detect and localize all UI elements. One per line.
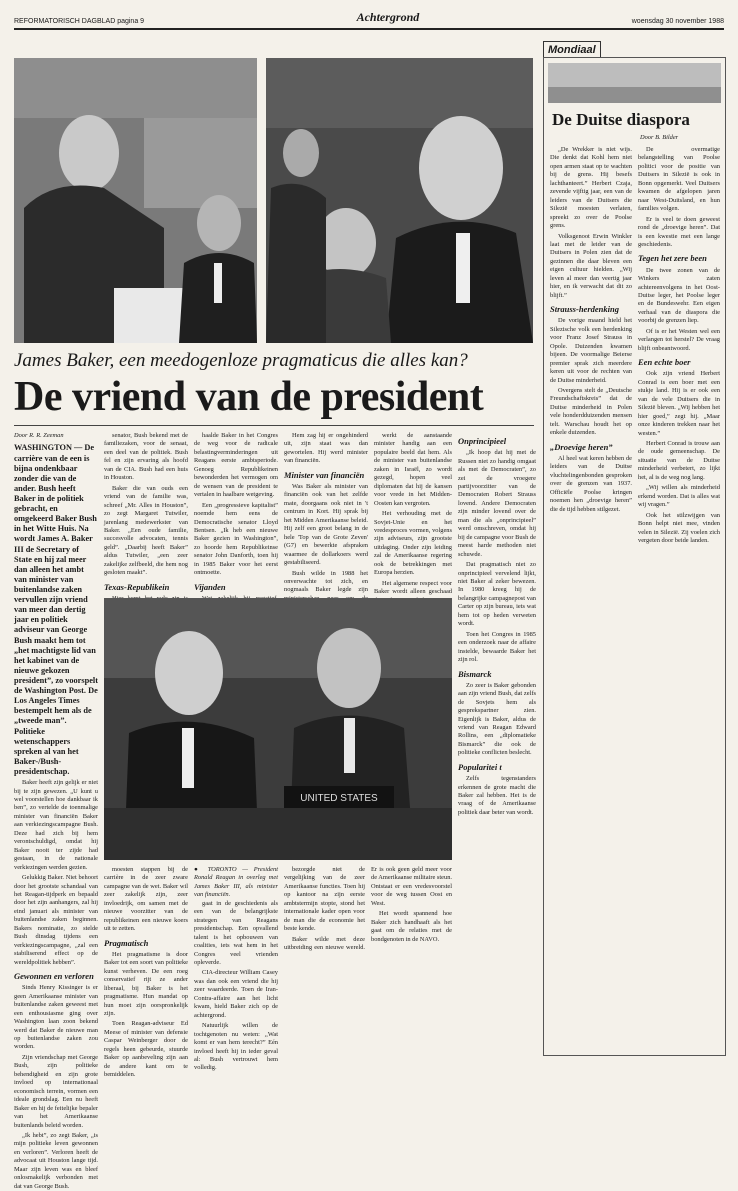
subhead-vijanden: Vijanden: [194, 581, 226, 592]
paragraph: Of is er het Westen wel een verlangen tot herstel? De vraag blijft onbeantwoord.: [638, 327, 720, 352]
paragraph: Bush wilde in 1988 het onverwachte tot zich, en nogmaals Baker legde zijn: [284, 569, 368, 594]
masthead-section: Achtergrond: [356, 10, 420, 24]
photo-caption: [194, 866, 278, 900]
caption-marker: ●: [194, 866, 202, 873]
sidebar-tag: [543, 38, 726, 58]
paragraph: „Ik hebt”, zo zegt Baker, „is mijn politieke leven gewonnen en verloren”. Verloren heeft de advocaat uit Houston lange tijd. Maar zijn leven was en bleef onlosmakelijk verbonden met dat van George Bush.: [14, 1131, 98, 1190]
paragraph: Het wordt spannend hoe Baker zich handhaaft als het gaat om de relaties met de bondgenoten in de NAVO.: [371, 910, 452, 943]
paragraph: Het algemene respect voor Baker wordt alleen geschaad: [374, 579, 452, 596]
sidebar-byline: Door B. Bilder: [640, 134, 679, 141]
article-column-6: [458, 432, 536, 1052]
paragraph: Het pragmatisme is door Baker tot een soort van politieke kunst verheven. De een roeg conservatief rijt ze ander liberaal, bij Baker is het pragmatisme. Hun mandat op hun moet zijn oorspronkelijk zijn.: [104, 950, 188, 1018]
article-kicker: James Baker, een meedogenloze pragmaticus die alles kan?: [14, 350, 468, 371]
paragraph: werkt de aanstaande minister handig aan een populaire beeld dat hem. Als de minister van buitenlandse zaken in Israël, zo wordt gezegd, hopen veel diplomaten dat hij de kansen voor vrede in het Midden-Oosten kan vergroten.: [374, 432, 452, 507]
paragraph: Overgens stelt de „Deutsche Freundschaftskreis” dat de Duitse minderheid in Polen vele honderdduizenden mensen telt. Warschau houdt het op enkele duizenden.: [550, 387, 632, 437]
paragraph: Baker heeft zijn gelijk er niet bij te zijn gewezen. „U kunt u wel voorstellen hoe dankbaar ik ben”, zo vertelde de toenmalige minister van financiën Baker aan verkiezingscampagne Bush. Deze had zich bij hem verontschuldigd, omdat hij Baker nooit ter zijde had gestaan, in de nationale verkiezingen werden gezien.: [14, 779, 98, 871]
headline-rule: [14, 425, 534, 426]
paragraph: Toen het Congres in 1985 een onderzoek naar de affaire instelde, bewaarde Baker het zijn rol.: [458, 630, 536, 664]
subhead-gewonnen: Gewonnen en verloren: [14, 971, 94, 982]
paragraph: Ook zijn vriend Herbert Conrad is een boer met een stukje land. Hij is er ook een van de vele Duitsers die in Silezië bleven. „Wij hebben het hier goed,” zegt hij. „Maar onze kinderen trekken naar het westen.”: [638, 370, 720, 437]
paragraph: senator, Bush bekend met de familiezaken, voor de senaat, een deel van de politiek. Bush fel en zijn ervaring als hoofd van de CIA. Bush had een huis in Houston.: [104, 432, 188, 482]
paragraph: Natuurlijk willen de tochtgenoten nu weten: ,,Wat komt er van hem terecht?” Eén invloed heeft hij in ieder geval al: Bush vertrouwt hem volledig.: [194, 1022, 278, 1072]
article-column-4: [284, 432, 368, 592]
photo-sidebar: [548, 63, 721, 103]
paragraph: „De Wrekker is niet wijs. Die denkt dat Kohl hem niet open armen staat op te wachten bij de grens. Hij besefs lachthanteert.” Herbert Czaja, zevende vijftig jaar, een van de leiders van de Duitsers die Silezië moesten verlaten, spreekt zo over de Poolse grens.: [550, 146, 632, 230]
paragraph: De twee zonen van de Winkers zaten achtereenvolgens in het Oost-Duitse leger, het Poolse leger en de Bundeswehr. Een eigen verhaal van de diaspora die voorbij de grenzen liep.: [638, 266, 720, 325]
paragraph: „Wij willen als minderheid erkend worden. Dat is alles wat wij vragen.”: [638, 484, 720, 509]
paragraph: Ook het stilzwijgen van Bonn helpt niet mee, vinden velen in Silezië. Zij voelen zich vergeten door beide landen.: [638, 511, 720, 545]
paragraph: Gelukkig Baker. Niet behoort door het grootste schandaal van het Reagan-tijdperk en bepaald door het zijn aanhangers, zal hij eind januari als minister van buitenlandse zaken beginnen. Bakers nominatie, zo stelde Bush dinsdag tijdens een verkiezingscampagne, „zal een stabiliserend effect op de wereldpolitiek hebben”.: [14, 874, 98, 966]
paragraph: Het verhouding met de Sovjet-Unie en het vredesproces vormen, volgens zijn adviseurs, zijn grootste uitdaging. Onder zijn leiding zal de Amerikaanse regering ook de betrekkingen met Europa herzien.: [374, 510, 452, 577]
paragraph: Herbert Conrad is trouw aan de oude gemeenschap. De situatie van de Duitse minderheid verbetert, zo lijkt het, al is de weg nog lang.: [638, 440, 720, 481]
subhead-texas: Texas-Republikein: [104, 581, 170, 592]
subhead-zere-been: Tegen het zere been: [638, 253, 707, 264]
article-column-3: [194, 432, 278, 592]
masthead-date: woensdag 30 november 1988: [631, 18, 724, 25]
paragraph: Baker die van ouds een vriend van de familie was, schreef „Mr. Alles in Houston”, zo zegt Margaret Tutwiler, jarenlang medewerkster van Baker. „Een oude familie, succesvolle advocaten, tennis geld”. „Daarbij heeft Baker” aldus Tutwiler, „een zeer zakelijke zelfbeeld, die hem nog gesloten maakt”.: [104, 484, 188, 577]
photo-reagan-baker-meeting: [104, 598, 452, 860]
paragraph: moesten stappen bij de carrière in de zeer zware campagne van de wet. Baker wil zeer zakelijk zijn, zeer invloedrijk, om samen met de nieuwe voorzitter van de republikeinen een nieuwe koers uit te zetten.: [104, 866, 188, 933]
photo-baker-with-child: [266, 58, 533, 343]
sidebar-column-1: [550, 146, 632, 1054]
paragraph: De overmatige belangstelling van Poolse politici voor de positie van Duitsers in Silezië is ook in Bonn opgemerkt. Veel Duitsers kwamen de afgelopen jaren naar West-Duitsland, en hun families volgen.: [638, 146, 720, 213]
article-column-2: [104, 432, 188, 592]
article-column-9: [284, 866, 452, 1054]
paragraph: Was Baker als minister van financiën ook van het zelfde mate, doorgaans ook niet in 't centrum in Kort. Hij sprak bij het Midden Amerikaanse beleid. Hij zelf een groot belang in de hele 'Top van de Grote Zeven' (G7) en bewerkte afspraken waarmee de dollarkoers werd gestabiliseerd.: [284, 483, 368, 567]
paragraph: Zo zeer is Baker gebonden aan zijn vriend Bush, dat zelfs de Sovjets hem als gesprekspartner zien. Eigenlijk is Baker, aldus de vriend van Reagan Edward Rollins, een „diplomatieke Bismarck” die ook de politieke conflicten beslecht.: [458, 681, 536, 757]
sidebar-column-2: [638, 146, 720, 1054]
sidebar-title: De Duitse diaspora: [552, 110, 690, 129]
paragraph: „Ik hoop dat hij met de Russen niet zo handig omgaat als met de Democraten”, zo zei de vroegere partijvoorzitter van de Democraten Robert Strauss lovend. Andere Democraten zijn minder lovend over de man die als „onprincipieel” werd omschreven, omdat hij bij de campagne voor Bush de meest harde methoden niet schuwde.: [458, 449, 536, 558]
subhead-bismarck: Bismarck: [458, 668, 492, 679]
article-headline: De vriend van de president: [14, 374, 484, 420]
paragraph: Toen Reagan-adviseur Ed Meese of minister van defensie Caspar Weinberger door de regels heen gebeurde, stuurde Baker op aanbeveling zijn aan de andere kant om te bemiddelen.: [104, 1020, 188, 1079]
paragraph: haalde Baker in het Congres de weg voor de radicale belastingverminderingen uit Reagans eerste ambtsperiode. Genoeg Republikeinen bewonderden het vermogen om de wensen van de president te vertalen in haalbare wetgeving.: [194, 432, 278, 499]
svg-text:UNITED STATES: UNITED STATES: [300, 793, 378, 804]
photo-baker-bush-portrait: [14, 58, 257, 343]
sidebar-tag-label: Mondiaal: [543, 41, 601, 58]
subhead-pragmatisch: Pragmatisch: [104, 937, 149, 948]
paragraph: gaat in de geschiedenis als een van de belangrijkste strategen van Reagans presidentschap. Een opvallend talent is het opbouwen van coalities, iets wat hem in het Congres veel vrienden opleverde.: [194, 899, 278, 966]
lead-paragraph: WASHINGTON — De carrière van de een is bijna ondenkbaar zonder die van de ander. Bush heeft Baker in de politiek gebracht, en omgekeerd Baker Bush in het Witte Huis. Na wordt James A. Baker III de Secretary of State en hij zal meer dan alleen het ambt van minister van buitenlandse zaken vervullen zijn vriend van meer dan dertig jaar en politiek adviseur van George Bush maakt hem tot „het machtigste lid van het kabinet van de nieuwe gekozen president”, zo voorspelt de Washington Post. De Los Angeles Times bestempelt hem als de „tweede man”. Politieke wetenschappers spreken al van het Baker-/Bush-presidentschap.: [14, 443, 98, 776]
paragraph: Dat pragmatisch niet zo onprincipieel vervelend lijkt, niet Baker al zeker bewezen. In 1980 kreeg hij de belangrijke campagnepost van Carter op zijn bureau, iets wat hem tot op heden verweten wordt.: [458, 561, 536, 628]
article-column-5: [374, 432, 452, 596]
masthead-paper-page: REFORMATORISCH DAGBLAD pagina 9: [14, 18, 145, 25]
article-column-1: [14, 432, 98, 1190]
paragraph: Sinds Henry Kissinger is er geen Amerikaanse minister van buitenlandse zaken geweest met een enthousiasme ging over Washington laan zoon bekend werd dat Baker de nieuwe man op buitenlandse zaken zou worden.: [14, 984, 98, 1051]
paragraph: Een „progressieve kapitalist” noemde hem eens de Democratische senator Lloyd Bentsen. „Ik heb een nieuwe Baker gezien in Washington”, zo hoorde hem Republikeinse senator John Danforth, toen hij in 1985 Baker voor het eerst ontmoette.: [194, 501, 278, 577]
paragraph: bezorgde niet de vergelijking van de zeer Amerikaanse functies. Toen hij op kantoor na zijn eerste ambtstermijn stopte, stond het internationale kader open voor de man die de economie het beste kende.: [284, 866, 365, 933]
subhead-echte-boer: Een echte boer: [638, 357, 691, 368]
paragraph: Volksgenoot Erwin Winkler laat met de leider van de Duitsers in Polen zien dat de gezinnen die daar bleven een eigen cultuur hielden. „Wij leven al meer dan veertig jaar hier, en ik verwacht dat dit zo blijft.”: [550, 232, 632, 299]
subhead-populariteit: Popularitei t: [458, 761, 502, 772]
paragraph: CIA-directeur William Casey was dan ook een vriend die hij zeer waardeerde. Toen de Iran-Contra-affaire aan het licht kwam, hield Baker zich op de achtergrond.: [194, 969, 278, 1019]
article-lead: [14, 443, 98, 777]
article-column-8: [194, 866, 278, 1072]
caption-text: TORONTO — President Ronald Reagan in overleg met James Baker III, als minister van financiën.: [194, 866, 278, 899]
subhead-strauss: Strauss-herdenking: [550, 304, 619, 315]
paragraph: Hem zag hij er ongehinderd uit, zijn staat was dan gewortelen. Hij werd minister van financiën.: [284, 432, 368, 465]
subhead-financien: Minister van financiën: [284, 469, 365, 480]
paragraph: Zelfs tegenstanders erkennen de grote macht die Baker zal hebben. Het is de vraag of de Amerikaanse politiek daar beter van wordt.: [458, 775, 536, 816]
paragraph: Al heel wat keren hebben de leiders van de Duitse vluchtelingenbonden gesproken over de grenzen van 1937. Officiële Poolse kringen noemen hen „droevige heren” die de tijd hebben stilgezet.: [550, 454, 632, 513]
subhead-droevige-heren: „Droevige heren”: [550, 441, 613, 452]
article-byline: Door R. R. Zeeman: [14, 432, 64, 439]
article-column-7: [104, 866, 188, 1079]
paragraph: Er is veel te doen geweest rond de „droevige heren”. Dat is een kwestie met een lange geschiedenis.: [638, 215, 720, 248]
subhead-onprincipieel: Onprincipieel: [458, 436, 507, 446]
masthead: [14, 8, 724, 30]
paragraph: Zijn vriendschap met George Bush, zijn politieke behendigheid en zijn grote invloed op internationaal economisch terrein, vormen een ideale grondslag. Een nu heeft Baker en hij de feitelijke bepaler van het Amerikaanse buitenlands beleid worden.: [14, 1053, 98, 1129]
paragraph: Baker wilde met deze uitbreiding een nieuwe wereld. Er is ook geen geld meer voor de Amerikaanse militaire steun. Ontstaat er een vredesvoorstel voor de weg tussen Oost en West.: [284, 866, 452, 952]
paragraph: De vorige maand hield het Silezische volk een herdenking voor Franz Josef Strauss in Opole. Duizenden kwamen bijeen. De voormalige Beierse premier sprak zich meerdere keren uit voor de rechten van de Duitse minderheid.: [550, 317, 632, 384]
